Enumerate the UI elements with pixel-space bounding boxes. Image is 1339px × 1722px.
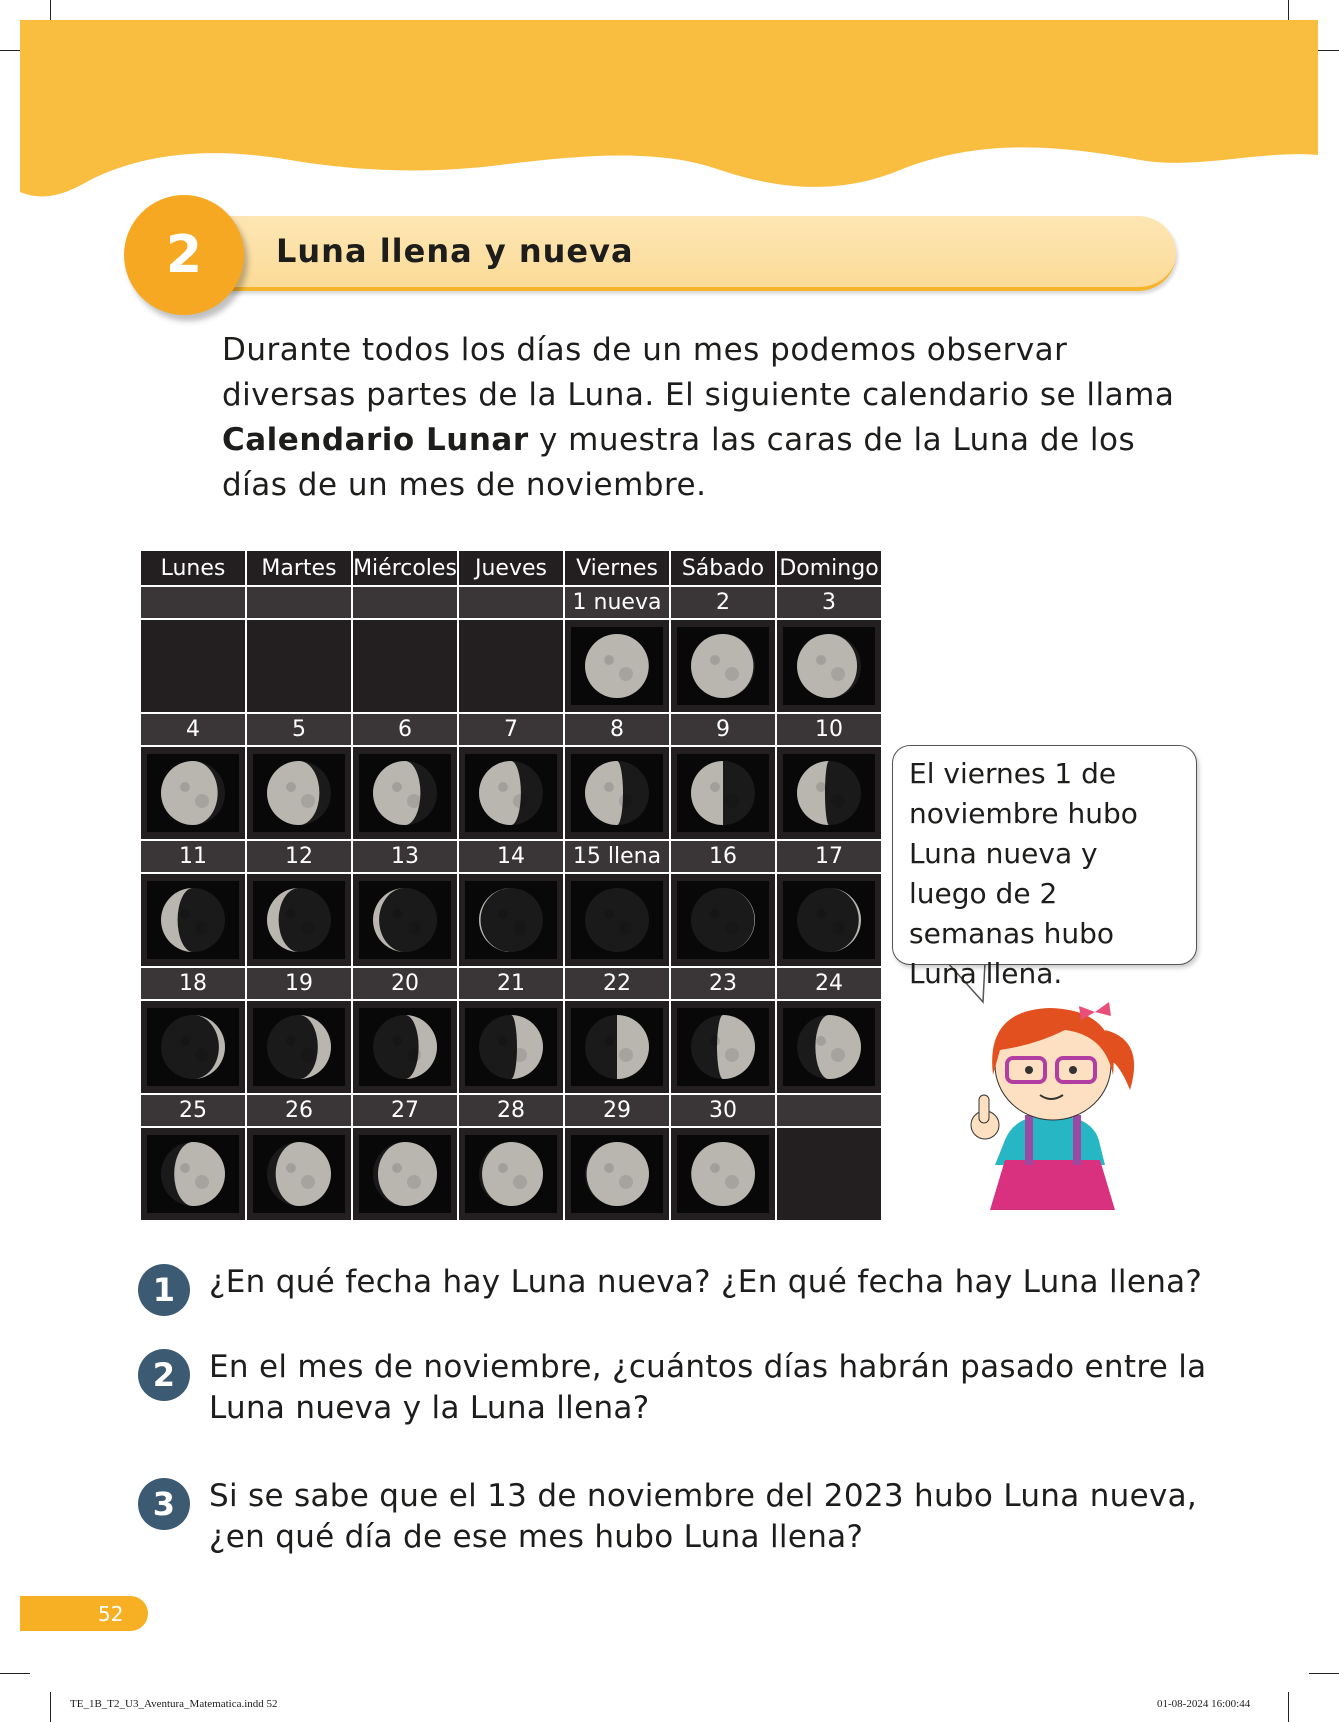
moon-cell xyxy=(352,1000,458,1094)
moon-phase-icon xyxy=(571,754,663,832)
speech-bubble: El viernes 1 de noviembre hubo Luna nueva y luego de 2 semanas hubo Luna llena. xyxy=(892,745,1197,965)
moon-phase-icon xyxy=(147,1008,239,1086)
moon-cell xyxy=(564,873,670,967)
day-number-cell: 12 xyxy=(246,840,352,873)
day-number-cell: 17 xyxy=(776,840,882,873)
moon-phase-icon xyxy=(359,754,451,832)
moon-phase-icon xyxy=(677,627,769,705)
day-number-row xyxy=(140,1094,882,1127)
moon-phase-icon xyxy=(359,1135,451,1213)
day-number-cell: 7 xyxy=(458,713,564,746)
moon-cell xyxy=(352,1127,458,1221)
moon-phase-icon xyxy=(465,1008,557,1086)
moon-cell xyxy=(246,873,352,967)
day-number-cell: 22 xyxy=(564,967,670,1000)
moon-phase-icon xyxy=(359,1008,451,1086)
moon-cell xyxy=(246,746,352,840)
day-number-row xyxy=(140,967,882,1000)
weekday-header: Miércoles xyxy=(352,550,458,586)
question-item xyxy=(138,1347,1209,1429)
moon-cell xyxy=(352,619,458,713)
girl-character-illustration xyxy=(945,990,1155,1210)
crop-mark xyxy=(0,1673,30,1674)
day-number-cell: 24 xyxy=(776,967,882,1000)
question-number-badge: 3 xyxy=(138,1478,190,1530)
moon-cell xyxy=(670,873,776,967)
moon-cell xyxy=(246,1000,352,1094)
moon-phase-icon xyxy=(253,1008,345,1086)
lunar-calendar xyxy=(139,549,883,1222)
day-number-cell: 28 xyxy=(458,1094,564,1127)
moon-phase-icon xyxy=(147,754,239,832)
moon-row xyxy=(140,1127,882,1221)
question-text: Si se sabe que el 13 de noviembre del 2023 hubo Luna nueva, ¿en qué día de ese mes hubo Luna llena? xyxy=(209,1478,1198,1555)
day-number-cell: 11 xyxy=(140,840,246,873)
question-item xyxy=(138,1262,1209,1309)
crop-mark xyxy=(1309,1673,1339,1674)
moon-cell xyxy=(140,619,246,713)
moon-phase-icon xyxy=(465,1135,557,1213)
moon-phase-icon xyxy=(677,754,769,832)
moon-phase-icon xyxy=(677,1135,769,1213)
day-number-cell: 13 xyxy=(352,840,458,873)
day-number-cell: 8 xyxy=(564,713,670,746)
moon-phase-icon xyxy=(571,1135,663,1213)
day-number-cell: 18 xyxy=(140,967,246,1000)
day-number-cell: 10 xyxy=(776,713,882,746)
moon-cell xyxy=(564,1000,670,1094)
moon-cell xyxy=(564,619,670,713)
moon-phase-icon xyxy=(147,1135,239,1213)
moon-phase-icon xyxy=(783,627,875,705)
moon-cell xyxy=(776,619,882,713)
moon-phase-icon xyxy=(465,754,557,832)
moon-cell xyxy=(352,746,458,840)
moon-phase-icon xyxy=(253,881,345,959)
intro-bold-term: Calendario Lunar xyxy=(222,422,529,458)
day-number-row xyxy=(140,713,882,746)
question-number-badge: 2 xyxy=(138,1349,190,1401)
moon-row xyxy=(140,873,882,967)
weekday-header: Lunes xyxy=(140,550,246,586)
day-number-cell xyxy=(140,586,246,619)
crop-mark xyxy=(1288,1692,1289,1722)
day-number-cell: 19 xyxy=(246,967,352,1000)
day-number-cell: 4 xyxy=(140,713,246,746)
moon-cell xyxy=(352,873,458,967)
day-number-row xyxy=(140,586,882,619)
page-number: 52 xyxy=(20,1596,148,1631)
moon-phase-icon xyxy=(147,881,239,959)
day-number-cell: 30 xyxy=(670,1094,776,1127)
day-number-cell: 26 xyxy=(246,1094,352,1127)
moon-row xyxy=(140,619,882,713)
moon-phase-icon xyxy=(571,627,663,705)
day-number-cell: 16 xyxy=(670,840,776,873)
day-number-cell: 27 xyxy=(352,1094,458,1127)
day-number-cell: 6 xyxy=(352,713,458,746)
section-title-bar xyxy=(200,216,1176,291)
moon-cell xyxy=(564,1127,670,1221)
day-number-cell: 29 xyxy=(564,1094,670,1127)
day-number-cell xyxy=(776,1094,882,1127)
moon-cell xyxy=(140,1000,246,1094)
moon-cell xyxy=(564,746,670,840)
section-title: Luna llena y nueva xyxy=(276,232,634,270)
moon-phase-icon xyxy=(253,754,345,832)
moon-cell xyxy=(458,746,564,840)
day-number-cell xyxy=(352,586,458,619)
moon-phase-icon xyxy=(677,881,769,959)
moon-cell xyxy=(140,746,246,840)
section-number-badge: 2 xyxy=(124,195,244,315)
moon-cell xyxy=(458,1000,564,1094)
moon-cell xyxy=(246,1127,352,1221)
weekday-header: Sábado xyxy=(670,550,776,586)
moon-row xyxy=(140,746,882,840)
moon-phase-icon xyxy=(253,1135,345,1213)
day-number-cell xyxy=(246,586,352,619)
day-number-cell: 21 xyxy=(458,967,564,1000)
day-number-row xyxy=(140,840,882,873)
question-item xyxy=(138,1476,1209,1558)
day-number-cell: 3 xyxy=(776,586,882,619)
day-number-cell: 9 xyxy=(670,713,776,746)
moon-row xyxy=(140,1000,882,1094)
day-number-cell: 1 nueva xyxy=(564,586,670,619)
weekday-header: Domingo xyxy=(776,550,882,586)
moon-cell xyxy=(776,873,882,967)
question-text: ¿En qué fecha hay Luna nueva? ¿En qué fecha hay Luna llena? xyxy=(209,1264,1203,1300)
moon-cell xyxy=(670,746,776,840)
moon-cell xyxy=(140,873,246,967)
moon-cell xyxy=(670,1127,776,1221)
moon-cell xyxy=(246,619,352,713)
day-number-cell: 14 xyxy=(458,840,564,873)
moon-phase-icon xyxy=(783,754,875,832)
weekday-header: Viernes xyxy=(564,550,670,586)
moon-phase-icon xyxy=(677,1008,769,1086)
moon-cell xyxy=(670,619,776,713)
day-number-cell: 23 xyxy=(670,967,776,1000)
moon-phase-icon xyxy=(571,1008,663,1086)
question-text: En el mes de noviembre, ¿cuántos días habrán pasado entre la Luna nueva y la Luna llena? xyxy=(209,1349,1207,1426)
moon-phase-icon xyxy=(571,881,663,959)
day-number-cell xyxy=(458,586,564,619)
moon-phase-icon xyxy=(783,1008,875,1086)
moon-cell xyxy=(776,746,882,840)
moon-cell xyxy=(776,1127,882,1221)
moon-cell xyxy=(670,1000,776,1094)
day-number-cell: 5 xyxy=(246,713,352,746)
question-number-badge: 1 xyxy=(138,1264,190,1316)
header-banner xyxy=(20,20,1318,210)
intro-text: y muestra las caras de la Luna de los días de un mes de noviembre. xyxy=(222,422,1136,503)
weekday-header: Jueves xyxy=(458,550,564,586)
moon-phase-icon xyxy=(359,881,451,959)
intro-paragraph xyxy=(222,328,1182,508)
footer-date: 01-08-2024 16:00:44 xyxy=(1157,1698,1251,1710)
weekday-header: Martes xyxy=(246,550,352,586)
day-number-cell: 15 llena xyxy=(564,840,670,873)
moon-phase-icon xyxy=(783,881,875,959)
intro-text: Durante todos los días de un mes podemos observar diversas partes de la Luna. El siguiente calendario se llama xyxy=(222,332,1175,413)
day-number-cell: 25 xyxy=(140,1094,246,1127)
crop-mark xyxy=(50,1692,51,1722)
moon-cell xyxy=(776,1000,882,1094)
moon-cell xyxy=(458,619,564,713)
day-number-cell: 20 xyxy=(352,967,458,1000)
moon-phase-icon xyxy=(465,881,557,959)
day-number-cell: 2 xyxy=(670,586,776,619)
moon-cell xyxy=(458,873,564,967)
moon-cell xyxy=(140,1127,246,1221)
moon-cell xyxy=(458,1127,564,1221)
footer-file: TE_1B_T2_U3_Aventura_Matematica.indd 52 xyxy=(70,1698,278,1710)
